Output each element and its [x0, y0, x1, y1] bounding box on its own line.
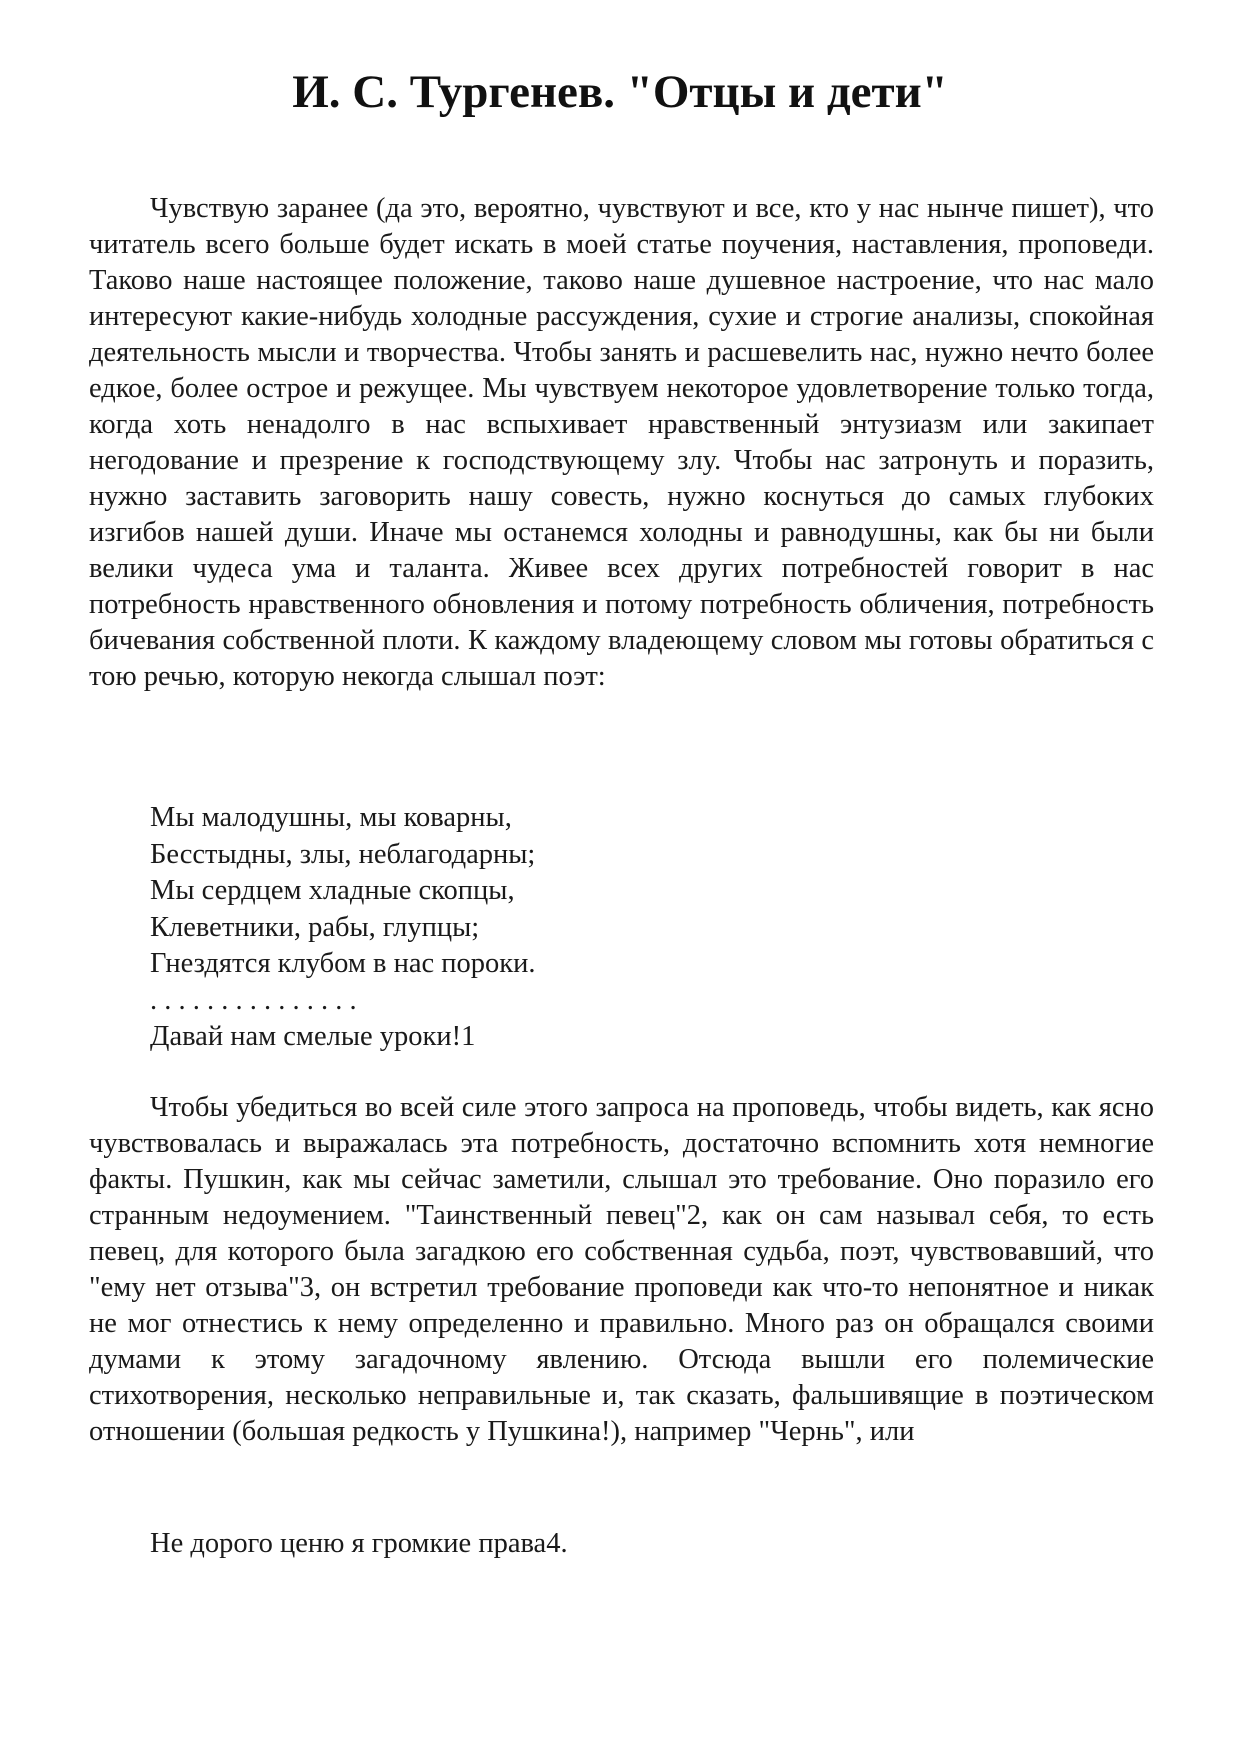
verse-line: Мы сердцем хладные скопцы,: [150, 875, 515, 906]
quote-line: Не дорого ценю я громкие права4.: [150, 1528, 568, 1559]
verse-line: Бесстыдны, злы, неблагодарны;: [150, 838, 536, 870]
paragraph-2: Чтобы убедиться во всей силе этого запроса на проповедь, чтобы видеть, как ясно чувствовалась и выражалась эта потребность, достаточно вспомнить хотя немногие факты. Пушкин, как мы сейчас заметили, слышал это требование. Оно поразило его странным недоумением. "Таинственный певец"2, как он сам называл себя, то есть певец, для которого была загадкою его собственная судьба, поэт, чувствовавший, что "ему нет отзыва"3, он встретил требование проповеди как что-то непонятное и никак не мог отнестись к нему определенно и правильно. Много раз он обращался своими думами к этому загадочному явлению. Отсюда вышли его полемические стихотворения, несколько неправильные и, так сказать, фальшивящие в поэтическом отношении (большая редкость у Пушкина!), например "Чернь", или: [89, 1092, 1154, 1447]
page-title: И. С. Тургенев. "Отцы и дети": [292, 66, 948, 118]
verse-line: Давай нам смелые уроки!1: [150, 1021, 476, 1052]
verse-ellipsis: . . . . . . . . . . . . . . .: [150, 984, 357, 1016]
verse-line: Клеветники, рабы, глупцы;: [150, 911, 480, 943]
verse-block: [150, 800, 950, 1056]
verse-line: Мы малодушны, мы коварны,: [150, 802, 512, 833]
paragraph-1: Чувствую заранее (да это, вероятно, чувствуют и все, кто у нас нынче пишет), что читатель всего больше будет искать в моей статье поучения, наставления, проповеди. Таково наше настоящее положение, таково наше душевное настроение, что нас мало интересуют какие-нибудь холодные рассуждения, сухие и строгие анализы, спокойная деятельность мысли и творчества. Чтобы занять и расшевелить нас, нужно нечто более едкое, более острое и режущее. Мы чувствуем некоторое удовлетворение только тогда, когда хоть ненадолго в нас вспыхивает нравственный энтузиазм или закипает негодование и презрение к господствующему злу. Чтобы нас затронуть и поразить, нужно заставить заговорить нашу совесть, нужно коснуться до самых глубоких изгибов нашей души. Иначе мы останемся холодны и равнодушны, как бы ни были велики чудеса ума и таланта. Живее всех других потребностей говорит в нас потребность нравственного обновления и потому потребность обличения, потребность бичевания собственной плоти. К каждому владеющему словом мы готовы обратиться с тою речью, которую некогда слышал поэт:: [89, 193, 1154, 692]
verse-line: Гнездятся клубом в нас пороки.: [150, 948, 536, 979]
